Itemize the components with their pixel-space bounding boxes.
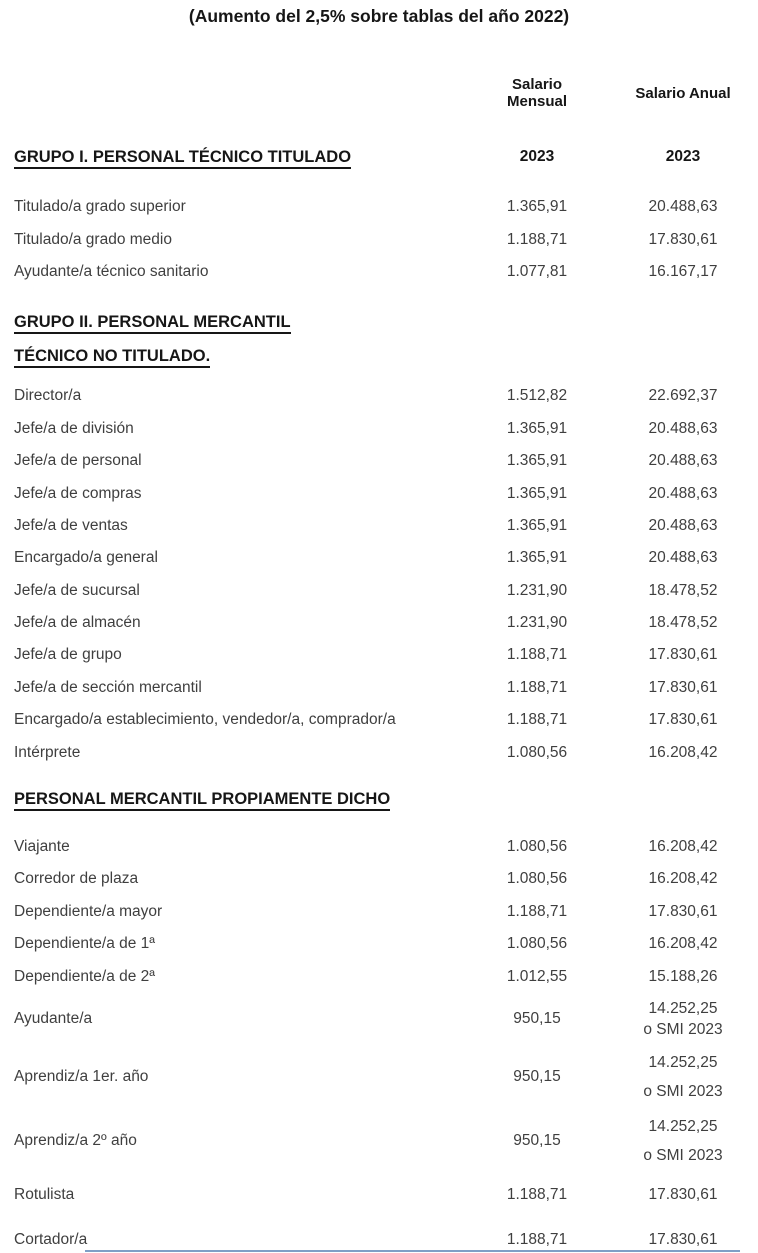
annual-value: 20.488,63 — [648, 549, 718, 567]
row-label: Aprendiz/a 1er. año — [14, 1067, 149, 1085]
table-row — [0, 896, 758, 928]
annual-value: 20.488,63 — [648, 419, 718, 437]
row-label: Jefe/a de almacén — [14, 614, 141, 632]
table-row — [0, 1224, 758, 1253]
annual-value: 16.208,42 — [648, 743, 718, 761]
annual-value-line1: 14.252,25 — [648, 999, 718, 1017]
section-heading-line — [14, 789, 457, 809]
monthly-value: 1.512,82 — [506, 387, 568, 405]
row-label: Cortador/a — [14, 1231, 88, 1249]
table-row — [0, 191, 758, 223]
annual-value — [617, 1112, 749, 1170]
annual-value: 20.488,63 — [648, 452, 718, 470]
annual-value-line2: o SMI 2023 — [643, 1146, 723, 1164]
monthly-value: 950,15 — [513, 1009, 561, 1027]
year-annual: 2023 — [665, 148, 701, 165]
column-header-monthly-line1: Salario — [511, 76, 563, 93]
year-monthly: 2023 — [519, 148, 555, 165]
table-row — [0, 831, 758, 863]
annual-value: 16.208,42 — [648, 870, 718, 888]
table-row — [0, 928, 758, 960]
row-label: Jefe/a de sección mercantil — [14, 678, 202, 696]
annual-value: 17.830,61 — [648, 902, 718, 920]
monthly-value: 1.188,71 — [506, 230, 568, 248]
monthly-value: 1.012,55 — [506, 967, 568, 985]
annual-value-line1: 14.252,25 — [648, 1053, 718, 1071]
monthly-value: 950,15 — [513, 1067, 561, 1085]
table-row — [0, 256, 758, 288]
row-label: Titulado/a grado medio — [14, 230, 172, 248]
monthly-value: 1.188,71 — [506, 1231, 568, 1249]
annual-value: 20.488,63 — [648, 516, 718, 534]
annual-value: 17.830,61 — [648, 1231, 718, 1249]
monthly-value: 1.231,90 — [506, 614, 568, 632]
table-row — [0, 223, 758, 255]
monthly-value: 1.365,91 — [506, 198, 568, 216]
table-row — [0, 477, 758, 509]
row-label: Dependiente/a mayor — [14, 902, 163, 920]
row-label: Corredor de plaza — [14, 870, 139, 888]
column-header-monthly-line2: Mensual — [506, 93, 567, 110]
table-row — [0, 380, 758, 412]
row-label: Aprendiz/a 2º año — [14, 1131, 137, 1149]
column-header-monthly — [457, 76, 617, 110]
row-label: Jefe/a de personal — [14, 452, 142, 470]
table-row — [0, 575, 758, 607]
row-label: Ayudante/a — [14, 1009, 93, 1027]
section-heading-text: TÉCNICO NO TITULADO. — [14, 347, 210, 368]
section-heading-line — [14, 147, 457, 167]
table-row — [0, 413, 758, 445]
section-heading — [0, 147, 457, 167]
monthly-value: 1.188,71 — [506, 1186, 568, 1203]
annual-value: 20.488,63 — [648, 198, 718, 216]
annual-value: 20.488,63 — [648, 484, 718, 502]
annual-value: 16.208,42 — [648, 838, 718, 856]
monthly-value: 1.365,91 — [506, 419, 568, 437]
section-heading-row — [0, 312, 758, 366]
section-heading — [0, 312, 457, 366]
monthly-value: 1.365,91 — [506, 484, 568, 502]
table-row — [0, 672, 758, 704]
section-heading — [0, 789, 457, 809]
monthly-value: 1.080,56 — [506, 743, 568, 761]
column-header-annual: Salario Anual — [635, 84, 731, 102]
monthly-value: 1.231,90 — [506, 581, 568, 599]
row-label: Rotulista — [14, 1186, 75, 1203]
table-row — [0, 510, 758, 542]
monthly-value: 1.365,91 — [506, 452, 568, 470]
monthly-value: 1.188,71 — [506, 711, 568, 729]
annual-value-line1: 14.252,25 — [648, 1117, 718, 1135]
annual-value — [617, 998, 749, 1040]
annual-value: 17.830,61 — [648, 678, 718, 696]
table-row — [0, 704, 758, 736]
row-label: Jefe/a de grupo — [14, 646, 122, 664]
annual-value: 17.830,61 — [648, 230, 718, 248]
section-heading-line — [14, 346, 457, 366]
annual-value: 17.830,61 — [648, 1186, 718, 1203]
row-label: Dependiente/a de 2ª — [14, 967, 156, 985]
row-label: Encargado/a general — [14, 549, 158, 567]
monthly-value: 1.080,56 — [506, 935, 568, 953]
annual-value: 18.478,52 — [648, 614, 718, 632]
section-heading-row — [0, 147, 758, 167]
monthly-value: 950,15 — [513, 1131, 561, 1149]
row-label: Viajante — [14, 838, 70, 856]
row-label: Jefe/a de compras — [14, 484, 142, 502]
monthly-value: 1.077,81 — [506, 262, 568, 280]
row-label: Jefe/a de división — [14, 419, 134, 437]
annual-value: 18.478,52 — [648, 581, 718, 599]
annual-value: 22.692,37 — [648, 387, 718, 405]
annual-value: 17.830,61 — [648, 711, 718, 729]
section-heading-text: GRUPO II. PERSONAL MERCANTIL — [14, 313, 291, 334]
annual-value: 16.167,17 — [648, 262, 718, 280]
annual-value-line2: o SMI 2023 — [643, 1082, 723, 1100]
table-row — [0, 993, 758, 1045]
section-heading-row — [0, 789, 758, 809]
row-label: Titulado/a grado superior — [14, 198, 186, 216]
monthly-value: 1.188,71 — [506, 902, 568, 920]
monthly-value: 1.365,91 — [506, 549, 568, 567]
annual-value: 17.830,61 — [648, 646, 718, 664]
section-heading-line — [14, 312, 457, 332]
annual-value-line2: o SMI 2023 — [643, 1020, 723, 1038]
row-label: Jefe/a de sucursal — [14, 581, 140, 599]
page-title: (Aumento del 2,5% sobre tablas del año 2022) — [188, 6, 570, 26]
monthly-value: 1.188,71 — [506, 646, 568, 664]
column-headers — [0, 76, 758, 110]
section-heading-text: PERSONAL MERCANTIL PROPIAMENTE DICHO — [14, 790, 390, 811]
row-label: Jefe/a de ventas — [14, 516, 128, 534]
monthly-value: 1.080,56 — [506, 838, 568, 856]
table-row — [0, 639, 758, 671]
annual-value: 16.208,42 — [648, 935, 718, 953]
table-row — [0, 736, 758, 768]
table-row — [0, 542, 758, 574]
table-row — [0, 607, 758, 639]
section-heading-text: GRUPO I. PERSONAL TÉCNICO TITULADO — [14, 148, 351, 169]
table-row — [0, 863, 758, 895]
row-label: Intérprete — [14, 743, 81, 761]
monthly-value: 1.080,56 — [506, 870, 568, 888]
salary-table — [0, 147, 758, 1253]
annual-value: 15.188,26 — [648, 967, 718, 985]
bottom-blue-line — [85, 1250, 740, 1252]
row-label: Encargado/a establecimiento, vendedor/a, comprador/a — [14, 711, 396, 729]
table-row — [0, 1179, 758, 1211]
table-row — [0, 1109, 758, 1173]
monthly-value: 1.365,91 — [506, 516, 568, 534]
table-row — [0, 1045, 758, 1109]
annual-value — [617, 1048, 749, 1106]
monthly-value: 1.188,71 — [506, 678, 568, 696]
table-row — [0, 960, 758, 992]
row-label: Director/a — [14, 387, 82, 405]
row-label: Dependiente/a de 1ª — [14, 935, 156, 953]
table-row — [0, 445, 758, 477]
row-label: Ayudante/a técnico sanitario — [14, 262, 209, 280]
